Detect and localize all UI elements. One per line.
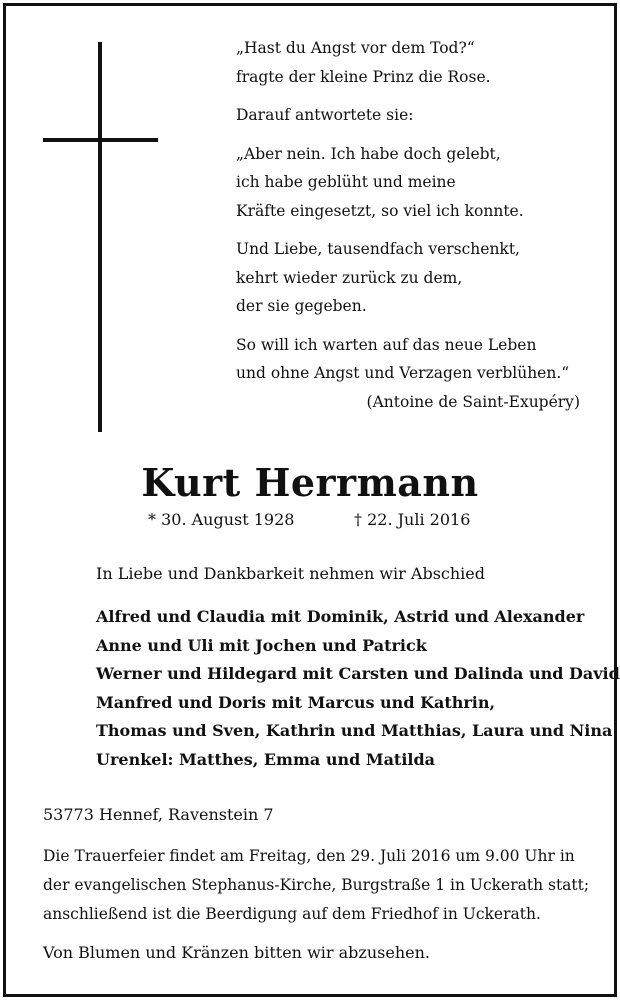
poem-line: fragte der kleine Prinz die Rose. xyxy=(236,67,491,86)
funeral-service-info xyxy=(43,842,588,929)
poem-stanza xyxy=(236,34,586,91)
cross-horizontal-bar xyxy=(43,138,158,142)
poem-line: Und Liebe, tausendfach verschenkt, xyxy=(236,240,520,258)
mourners-line: Thomas und Sven, Kathrin und Matthias, Laura und Nina xyxy=(96,721,613,740)
mourners-line: Urenkel: Matthes, Emma und Matilda xyxy=(96,749,436,769)
poem-stanza xyxy=(236,235,586,321)
poem-stanza xyxy=(236,331,586,417)
service-line: Die Trauerfeier findet am Freitag, den 29. Juli 2016 um 9.00 Uhr in xyxy=(43,847,575,865)
mourners-line: Manfred und Doris mit Marcus und Kathrin, xyxy=(96,692,496,712)
poem xyxy=(236,34,586,426)
mourners-list xyxy=(96,603,620,774)
poem-stanza xyxy=(236,140,586,226)
poem-line: So will ich warten auf das neue Leben xyxy=(236,335,537,354)
mourners-line: Anne und Uli mit Jochen und Patrick xyxy=(96,635,427,655)
address: 53773 Hennef, Ravenstein 7 xyxy=(43,805,274,824)
mourners-line: Alfred und Claudia mit Dominik, Astrid und Alexander xyxy=(96,607,585,626)
mourners-line: Werner und Hildegard mit Carsten und Dalinda und David xyxy=(96,664,620,683)
poem-stanza xyxy=(236,101,586,130)
cross-vertical-bar xyxy=(98,42,102,432)
birth-date: * 30. August 1928 xyxy=(148,510,295,529)
poem-line: „Aber nein. Ich habe doch gelebt, xyxy=(236,144,501,163)
poem-line: und ohne Angst und Verzagen verblühen.“ xyxy=(236,364,570,382)
service-line: der evangelischen Stephanus-Kirche, Burgstraße 1 in Uckerath statt; xyxy=(43,876,590,894)
poem-line: Kräfte eingesetzt, so viel ich konnte. xyxy=(236,201,524,220)
poem-line: kehrt wieder zurück zu dem, xyxy=(236,268,463,287)
flowers-note: Von Blumen und Kränzen bitten wir abzusehen. xyxy=(43,943,430,962)
service-line: anschließend ist die Beerdigung auf dem Friedhof in Uckerath. xyxy=(43,905,541,923)
poem-line: „Hast du Angst vor dem Tod?“ xyxy=(236,39,475,57)
farewell-intro: In Liebe und Dankbarkeit nehmen wir Abschied xyxy=(96,564,486,583)
deceased-name: Kurt Herrmann xyxy=(141,460,479,505)
poem-line: Darauf antwortete sie: xyxy=(236,106,414,124)
poem-line: ich habe geblüht und meine xyxy=(236,173,456,191)
poem-line: der sie gegeben. xyxy=(236,297,367,315)
poem-attribution: (Antoine de Saint-Exupéry) xyxy=(366,392,580,411)
death-date: † 22. Juli 2016 xyxy=(354,510,471,529)
